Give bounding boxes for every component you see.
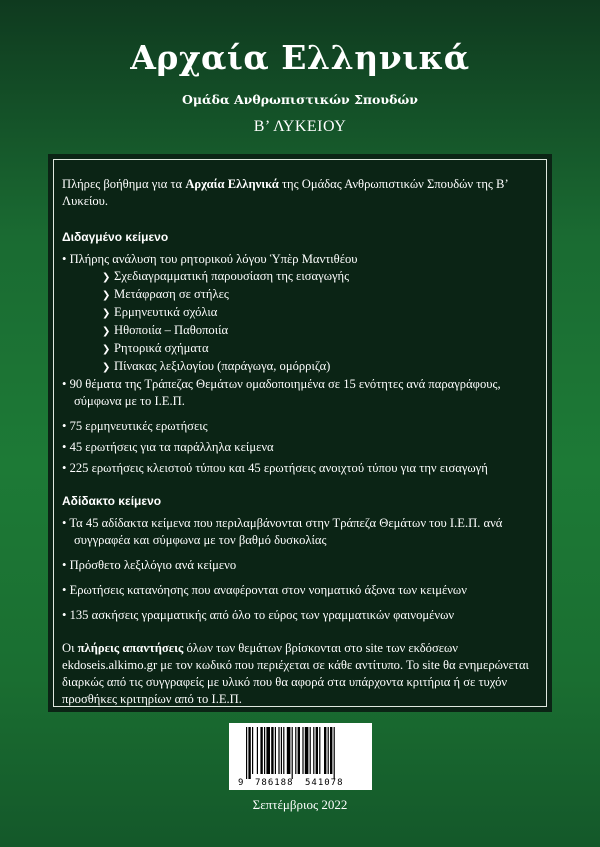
barcode-bar (287, 727, 291, 774)
description-content (62, 176, 532, 708)
barcode-bar (283, 727, 284, 774)
list-item: • Τα 45 αδίδακτα κείμενα που περιλαμβάνονται στην Τράπεζα Θεμάτων του Ι.Ε.Π. ανά συγγραφέα και σύμφωνα με τον βαθμό δυσκολίας (62, 516, 503, 547)
isbn-barcode (229, 723, 372, 790)
grade-label: Β’ ΛΥΚΕΙΟΥ (253, 118, 347, 135)
barcode-bar (319, 727, 320, 774)
taught-heading: Διδαγμένο κείμενο (62, 230, 169, 244)
barcode-left-digits: 786188 (255, 778, 294, 788)
barcode-bar (281, 727, 282, 774)
sub-item: ❯ Σχεδιαγραμματική παρουσίαση της εισαγωγής (62, 268, 532, 286)
barcode-right-digits: 541078 (305, 778, 344, 788)
list-item: • Πρόσθετο λεξιλόγιο ανά κείμενο (62, 558, 237, 572)
sub-item: ❯ Πίνακας λεξιλογίου (παράγωγα, ομόρριζα) (62, 358, 532, 376)
chevron-right-icon: ❯ (102, 290, 111, 301)
barcode-bar (310, 727, 311, 774)
list-item: • 75 ερμηνευτικές ερωτήσεις (62, 419, 208, 433)
list-item: • Ερωτήσεις κατανόησης που αναφέρονται στον νοηματικό άξονα των κειμένων (62, 583, 467, 597)
book-subtitle: Ομάδα Ανθρωπιστικών Σπουδών (182, 92, 418, 107)
barcode-bar (334, 727, 335, 779)
barcode-bar (275, 727, 276, 774)
chevron-right-icon: ❯ (102, 326, 111, 337)
answers-note: Οι πλήρεις απαντήσεις όλων των θεμάτων βρίσκονται στο site των εκδόσεων ekdoseis.alkimo.gr με τον κωδικό που περιέχεται σε κάθε αντίτυπο. Το site θα ενημερώνεται διαρκώς από τις συγγραφείς με υλικό που θα αφορά στα υπάρχοντα κριτήρια ή σε τυχόν προσθήκες κριτηρίων από το Ι.Ε.Π. (62, 641, 529, 706)
answers-bold: πλήρεις απαντήσεις (77, 641, 184, 655)
chevron-right-icon: ❯ (102, 362, 111, 373)
barcode-bar (328, 727, 329, 774)
barcode-bar (271, 727, 273, 774)
barcode-bar (324, 727, 326, 774)
sub-item: ❯ Μετάφραση σε στήλες (62, 286, 532, 304)
list-item: • 225 ερωτήσεις κλειστού τύπου και 45 ερωτήσεις ανοιχτού τύπου για την εισαγωγή (62, 461, 488, 475)
chevron-right-icon: ❯ (102, 272, 111, 283)
barcode-bar (278, 727, 279, 774)
barcode-graphic (229, 723, 372, 790)
sub-item: ❯ Ηθοποιία – Παθοποιία (62, 322, 532, 340)
barcode-bar (260, 727, 262, 774)
list-item: • 90 θέματα της Τράπεζας Θεμάτων ομαδοποιημένα σε 15 ενότητες ανά παραγράφους, σύμφωνα με το Ι.Ε.Π. (62, 377, 501, 408)
barcode-bar (266, 727, 270, 774)
sub-item: ❯ Ρητορικά σχήματα (62, 340, 532, 358)
unseen-heading: Αδίδακτο κείμενο (62, 494, 162, 508)
sub-item: ❯ Ερμηνευτικά σχόλια (62, 304, 532, 322)
list-item: • 45 ερωτήσεις για τα παράλληλα κείμενα (62, 440, 274, 454)
barcode-bar (252, 727, 253, 774)
chevron-right-icon: ❯ (102, 308, 111, 319)
barcode-bar (330, 727, 332, 774)
list-item: • 135 ασκήσεις γραμματικής από όλο το εύρος των γραμματικών φαινομένων (62, 608, 455, 622)
barcode-bar (295, 727, 296, 774)
book-title: Αρχαία Ελληνικά (130, 38, 470, 77)
intro-bold: Αρχαία Ελληνικά (185, 177, 279, 191)
barcode-bar (246, 727, 247, 779)
barcode-bar (257, 727, 258, 774)
barcode-bar (298, 727, 300, 774)
description-panel (48, 154, 552, 712)
barcode-bar (305, 727, 309, 774)
barcode-bar (313, 727, 314, 774)
barcode-bar (264, 727, 265, 774)
barcode-bar (248, 727, 250, 779)
list-item: • Πλήρης ανάλυση του ρητορικού λόγου Ὑπὲρ Μαντιθέου (62, 252, 358, 266)
barcode-bar (302, 727, 303, 774)
chevron-right-icon: ❯ (102, 344, 111, 355)
barcode-lead-digit: 9 (238, 778, 244, 788)
publication-date: Σεπτέμβριος 2022 (252, 797, 348, 812)
barcode-bar (292, 727, 293, 779)
intro-text: Πλήρες βοήθημα για τα Αρχαία Ελληνικά της Ομάδας Ανθρωπιστικών Σπουδών της Β’ Λυκείου. (62, 177, 508, 208)
barcode-bar (316, 727, 318, 774)
